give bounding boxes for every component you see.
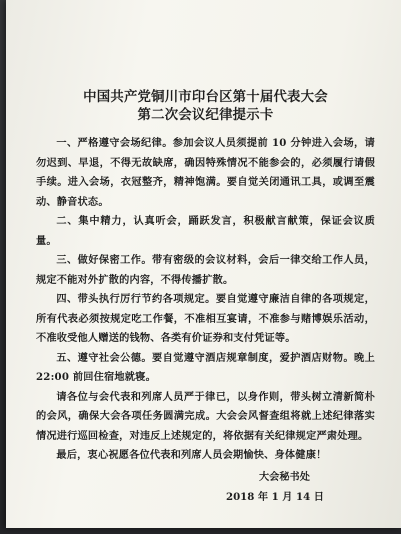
title-line-1: 中国共产党铜川市印台区第十届代表大会 <box>83 89 328 105</box>
title-line-2: 第二次会议纪律提示卡 <box>137 107 274 123</box>
paragraph-6: 请各位与会代表和列席人员严于律已，以身作则，带头树立清新简朴的会风，确保大会各项任务圆满完成。大会会风督查组将就上述纪律落实情况进行巡回检查，对违反上述规定的，将依据有关纪律规定严肃处理。 <box>36 390 375 442</box>
body-text <box>36 134 375 466</box>
title-block <box>36 88 375 124</box>
paragraph-2: 二、集中精力，认真听会，踊跃发言，积极献言献策，保证会议质量。 <box>36 215 375 247</box>
paragraph-1: 一、严格遵守会场纪律。参加会议人员须提前 10 分钟进入会场，请勿迟到、早退，不得无故缺席，确因特殊情况不能参会的，必须履行请假手续。进入会场，衣冠整齐，精神饱满。要自觉关闭通讯工具，或调至震动、静音状态。 <box>36 137 375 208</box>
paragraph-3: 三、做好保密工作。带有密级的会议材料，会后一律交给工作人员，规定不能对外扩散的内容，不得传播扩散。 <box>36 254 375 286</box>
notice-card <box>6 0 401 528</box>
signature-org: 大会秘书处 <box>259 471 310 483</box>
signature-date: 2018 年 1 月 14 日 <box>226 491 324 503</box>
paragraph-5: 五、遵守社会公德。要自觉遵守酒店规章制度，爱护酒店财物。晚上 22:00 前回住宿地就寝。 <box>36 351 375 383</box>
paragraph-4: 四、带头执行厉行节约各项规定。要自觉遵守廉洁自律的各项规定，所有代表必须按规定吃工作餐，不准相互宴请，不准参与赌博娱乐活动，不准收受他人赠送的钱物、各类有价证券和支付凭证等。 <box>36 293 375 344</box>
paragraph-7: 最后，衷心祝愿各位代表和列席人员会期愉快、身体健康！ <box>56 449 327 461</box>
